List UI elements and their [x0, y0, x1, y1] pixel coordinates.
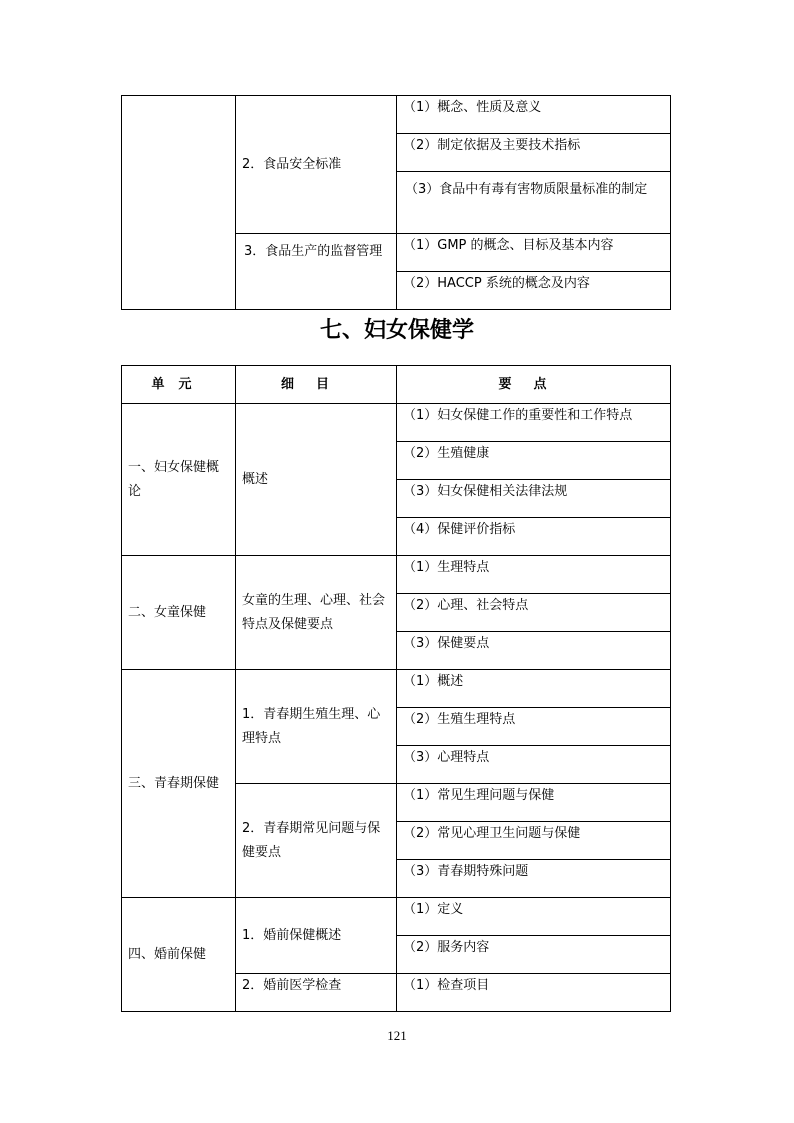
point-cell: （2）生殖生理特点 [397, 708, 671, 746]
header-unit: 单元 [122, 366, 236, 404]
point-cell: （1）妇女保健工作的重要性和工作特点 [397, 404, 671, 442]
point-cell: （1）概述 [397, 670, 671, 708]
unit-cell: 一、妇女保健概论 [122, 404, 236, 556]
point-cell: （2）常见心理卫生问题与保健 [397, 822, 671, 860]
unit-cell: 三、青春期保健 [122, 670, 236, 898]
point-cell: （1）概念、性质及意义 [397, 96, 671, 134]
topic-cell: 2．食品安全标准 [236, 96, 397, 234]
point-cell: （1）GMP 的概念、目标及基本内容 [397, 234, 671, 272]
topic-cell: 3．食品生产的监督管理 [236, 234, 397, 310]
continued-table [121, 95, 671, 310]
point-cell: （2）服务内容 [397, 936, 671, 974]
unit-cell: 四、婚前保健 [122, 898, 236, 1012]
section-title: 七、妇女保健学 [319, 317, 474, 343]
point-cell: （2）制定依据及主要技术指标 [397, 134, 671, 172]
item-cell: 2．青春期常见问题与保健要点 [236, 784, 397, 898]
header-item: 细目 [236, 366, 397, 404]
item-cell: 1．青春期生殖生理、心理特点 [236, 670, 397, 784]
item-cell: 2．婚前医学检查 [236, 974, 397, 1012]
item-cell: 女童的生理、心理、社会特点及保健要点 [236, 556, 397, 670]
syllabus-table [121, 365, 671, 1012]
point-cell: （3）保健要点 [397, 632, 671, 670]
item-cell: 1．婚前保健概述 [236, 898, 397, 974]
header-point: 要点 [397, 366, 671, 404]
point-cell: （2）HACCP 系统的概念及内容 [397, 272, 671, 310]
page-number: 121 [387, 1028, 407, 1043]
point-cell: （2）心理、社会特点 [397, 594, 671, 632]
unit-cell-continued [122, 96, 236, 310]
unit-cell: 二、女童保健 [122, 556, 236, 670]
point-cell: （1）常见生理问题与保健 [397, 784, 671, 822]
point-cell: （1）生理特点 [397, 556, 671, 594]
point-cell: （1）检查项目 [397, 974, 671, 1012]
point-cell: （3）食品中有毒有害物质限量标准的制定 [397, 172, 671, 234]
point-cell: （3）心理特点 [397, 746, 671, 784]
point-cell: （2）生殖健康 [397, 442, 671, 480]
point-cell: （3）青春期特殊问题 [397, 860, 671, 898]
point-cell: （4）保健评价指标 [397, 518, 671, 556]
point-cell: （3）妇女保健相关法律法规 [397, 480, 671, 518]
point-cell: （1）定义 [397, 898, 671, 936]
item-cell: 概述 [236, 404, 397, 556]
